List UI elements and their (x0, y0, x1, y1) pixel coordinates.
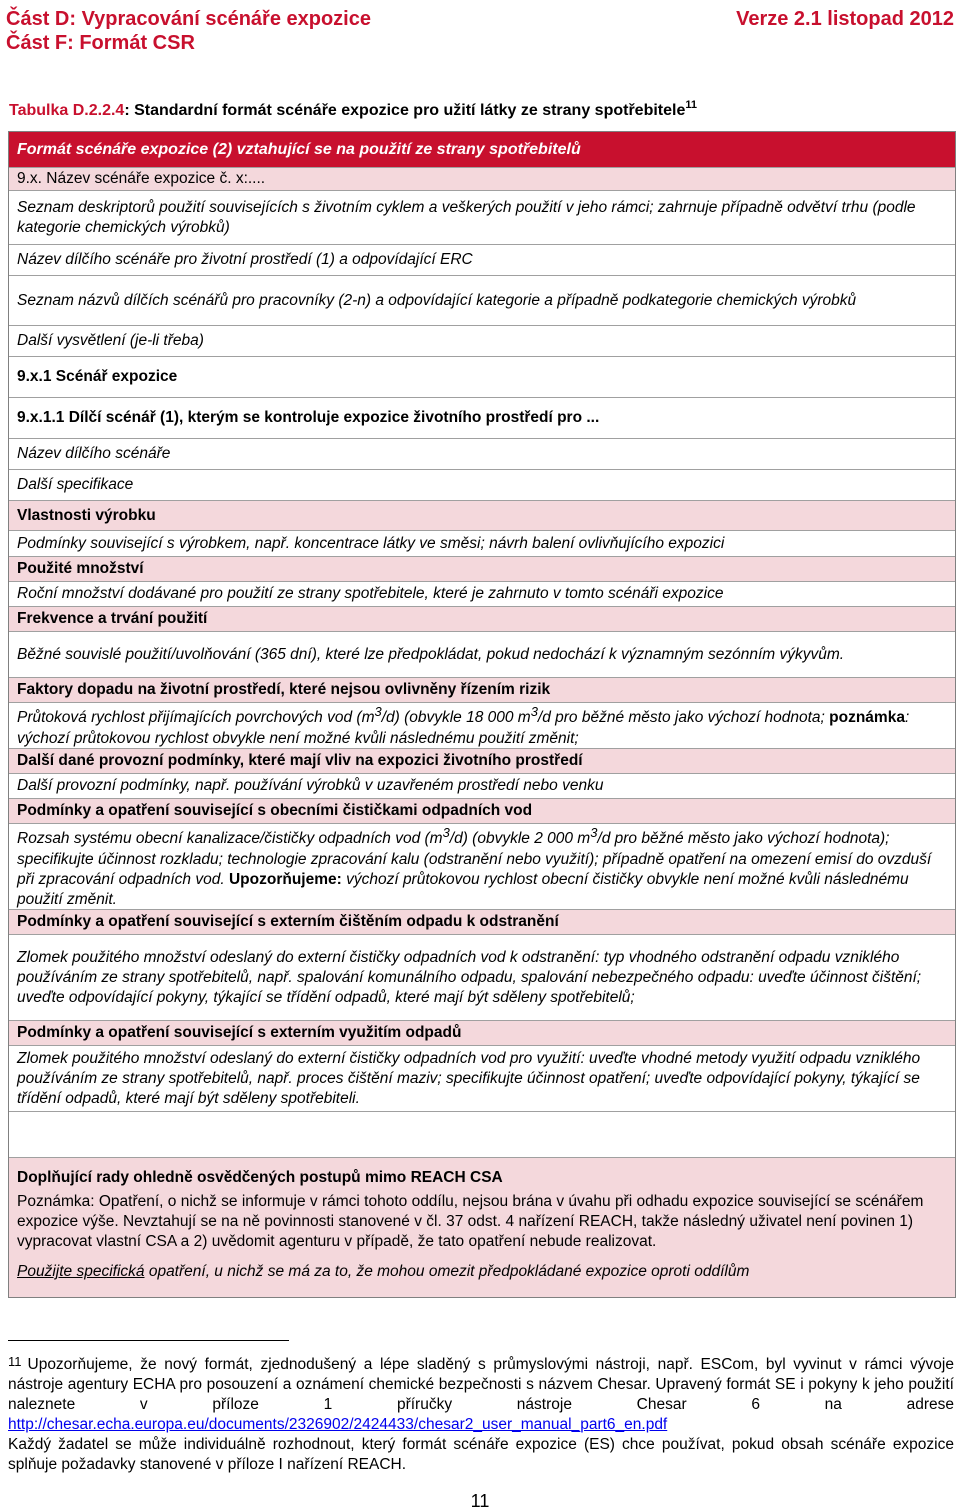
header-version: Verze 2.1 listopad 2012 (736, 8, 954, 30)
env-subscenario-row: Název dílčího scénáře pro životní prostředí (1) a odpovídající ERC (9, 245, 955, 276)
blank-row (9, 1112, 955, 1158)
frequency-heading: Frekvence a trvání použití (9, 607, 955, 632)
ext-recovery-row: Zlomek použitého množství odeslaný do externí čističky odpadních vod pro využití: uveďte vhodné metody využití odpadu vzniklého používáním ze strany spotřebitelů, např. proces čištění maziv; specifikujte účinnost opatření; uveďte odpovídající pokyny, týkající se třídění odpadů, které mají být sděleny spotřebiteli. (9, 1046, 955, 1112)
other-conditions-heading: Další dané provozní podmínky, které mají vliv na expozici životního prostředí (9, 749, 955, 774)
footnote-text: Upozorňujeme, že nový formát, zjednodušený a lépe sladěný s průmyslovými nástroji, např. ESCom, byl vyvinut v rámci vývoje nástroje agentury ECHA pro posouzení a oznámení chemické bezpečnosti s názvem Chesar. Upravený formát SE i pokyny k jeho použití naleznete v příloze 1 příručky nástroje Chesar 6 na adrese (8, 1356, 954, 1413)
stp-heading: Podmínky a opatření související s obecními čističkami odpadních vod (9, 799, 955, 824)
footnote-11 (8, 1352, 954, 1475)
footnote-text-2: Každý žadatel se může individuálně rozhodnout, který formát scénáře expozice (ES) chce používat, pokud obsah scénáře expozice splňuje požadavky stanovené v příloze I nařízení REACH. (8, 1436, 954, 1473)
env-factors-row: Průtoková rychlost přijímajících povrchových vod $(m^3/d)$ (obvykle 18 000 $m^3/d$ pro běžné město jako výchozí hodnota; poznámka: výchozí průtokovou rychlost obvykle není možné kvůli následnému použití změnit; (9, 703, 955, 749)
product-props-heading: Vlastnosti výrobku (9, 501, 955, 531)
footnote-separator (8, 1340, 289, 1341)
chesar-manual-link[interactable]: http://chesar.echa.europa.eu/documents/2326902/2424433/chesar2_user_manual_part6_en.pdf (8, 1416, 668, 1433)
frequency-row: Běžné souvislé použití/uvolňování (365 dní), které lze předpokládat, pokud nedochází k významným sezónním výkyvům. (9, 632, 955, 678)
advice-heading: Doplňující rady ohledně osvědčených postupů mimo REACH CSA (17, 1169, 503, 1186)
scenario-heading-row: 9.x.1 Scénář expozice (9, 357, 955, 398)
ext-treatment-row: Zlomek použitého množství odeslaný do externí čističky odpadních vod k odstranění: typ vhodného odstranění odpadu vzniklého používáním ze strany spotřebitelů, např. spalování komunálního odpadu, spalování nebezpečného odpadu: uveďte účinnost čištění; uveďte odpovídající pokyny, týkající se třídění odpadů, které mají být sděleny spotřebitelů; (9, 935, 955, 1021)
descriptors-row: Seznam deskriptorů použití souvisejících s životním cyklem a veškerých použití v jeho rámci; zahrnuje případně odvětví trhu (podle kategorie chemických výrobků) (9, 191, 955, 245)
env-factors-heading: Faktory dopadu na životní prostředí, které nejsou ovlivněny řízením rizik (9, 678, 955, 703)
amounts-row: Roční množství dodávané pro použití ze strany spotřebitele, které je zahrnuto v tomto scénáři expozice (9, 582, 955, 607)
header-part-d: Část D: Vypracování scénáře expozice (6, 8, 371, 30)
further-spec-row: Další specifikace (9, 470, 955, 501)
document-header-left (6, 7, 371, 55)
exposure-scenario-table (8, 131, 956, 1298)
further-explanation-row: Další vysvětlení (je-li třeba) (9, 326, 955, 357)
other-conditions-row: Další provozní podmínky, např. používání výrobků v uzavřeném prostředí nebo venku (9, 774, 955, 799)
table-title-row: Formát scénáře expozice (2) vztahující se na použití ze strany spotřebitelů (9, 132, 955, 168)
footnote-number: 11 (8, 1354, 22, 1369)
scenario-name-row: 9.x. Název scénáře expozice č. x:.... (9, 168, 955, 191)
advice-block (9, 1158, 955, 1297)
advice-use: Použijte specifická opatření, u nichž se má za to, že mohou omezit předpokládané expozice oproti oddílům (17, 1263, 750, 1280)
subscenario-name-row: Název dílčího scénáře (9, 439, 955, 470)
header-part-f: Část F: Formát CSR (6, 32, 195, 54)
footnote-ref[interactable]: 11 (685, 99, 697, 111)
stp-row: Rozsah systému obecní kanalizace/čističky odpadních vod $(m^3/d)$ (obvykle 2 000 $m^3/d$ pro běžné město jako výchozí hodnota); specifikujte účinnost rozkladu; technologie zpracování kalu (odstranění nebo využití); případně opatření na omezení emisí do ovzduší při zpracování odpadních vod. Upozorňujeme: výchozí průtokovou rychlost obecní čističky obvykle není možné kvůli následnému použití změnit. (9, 824, 955, 910)
page-number: 11 (470, 1491, 490, 1511)
table-caption (9, 99, 697, 120)
ext-recovery-heading: Podmínky a opatření související s externím využitím odpadů (9, 1021, 955, 1046)
amounts-heading: Použité množství (9, 557, 955, 582)
ext-treatment-heading: Podmínky a opatření související s externím čištěním odpadu k odstranění (9, 910, 955, 935)
table-caption-text: : Standardní formát scénáře expozice pro užití látky ze strany spotřebitele (124, 102, 686, 119)
advice-note: Poznámka: Opatření, o nichž se informuje v rámci tohoto oddílu, nejsou brána v úvahu při odhadu expozice související se scénářem expozice výše. Nevztahují se na ně povinnosti stanovené v čl. 37 odst. 4 nařízení REACH, takže následný uživatel není povinen 1) vypracovat vlastní CSA a 2) uvědomit agenturu v případě, že tato opatření nebude realizovat. (17, 1193, 924, 1250)
worker-subscenarios-row: Seznam názvů dílčích scénářů pro pracovníky (2-n) a odpovídající kategorie a případně podkategorie chemických výrobků (9, 276, 955, 326)
product-props-row: Podmínky související s výrobkem, např. koncentrace látky ve směsi; návrh balení ovlivňujícího expozici (9, 531, 955, 557)
subscenario-heading-row: 9.x.1.1 Dílčí scénář (1), kterým se kontroluje expozice životního prostředí pro ... (9, 398, 955, 439)
table-number: Tabulka D.2.2.4 (9, 102, 125, 119)
